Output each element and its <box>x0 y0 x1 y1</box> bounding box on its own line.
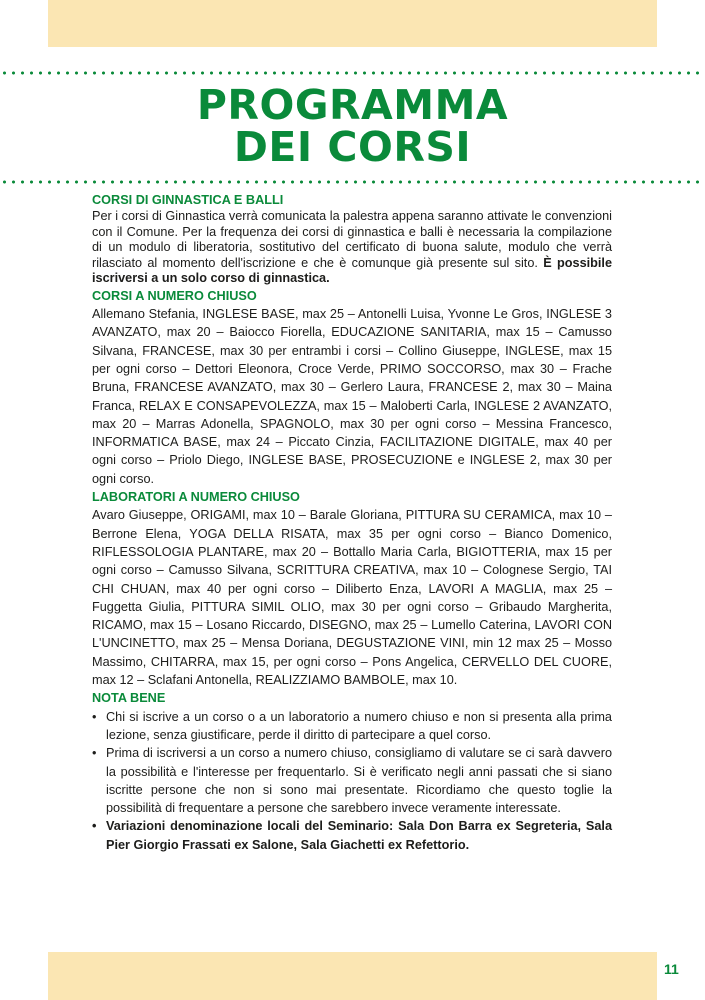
section-heading: LABORATORI A NUMERO CHIUSO <box>92 490 300 505</box>
section-nota-bene <box>92 689 612 854</box>
page-content <box>92 191 612 854</box>
section-ginnastica <box>92 191 612 287</box>
nota-list <box>92 708 612 854</box>
section-laboratori <box>92 488 612 689</box>
ginnastica-bold-note: È possibile iscriversi a un solo corso di ginnastica. <box>92 255 613 286</box>
bottom-color-band <box>48 952 657 1000</box>
dotted-divider-bottom <box>0 180 705 184</box>
section-text: Allemano Stefania, INGLESE BASE, max 25 – Antonelli Luisa, Yvonne Le Gros, INGLESE 3 AVANZATO, max 20 – Baiocco Fiorella, EDUCAZIONE SANITARIA, max 15 – Camusso Silvana, FRANCESE, max 30 per entrambi i corsi – Collino Giuseppe, INGLESE, max 15 per ogni corso – Dettori Eleonora, Croce Verde, PRIMO SOCCORSO, max 30 – Frache Bruna, FRANCESE AVANZATO, max 30 – Gerlero Laura, FRANCESE 2, max 30 – Maina Franca, RELAX E CONSAPEVOLEZZA, max 15 – Maloberti Carla, INGLESE 2 AVANZATO, max 20 – Marras Adonella, SPAGNOLO, max 30 per ogni corso – Messina Francesco, INFORMATICA BASE, max 24 – Piccato Cinzia, FACILITAZIONE DIGITALE, max 40 per ogni corso – Priolo Diego, INGLESE BASE, PROSECUZIONE e INGLESE 2, max 30 per ogni corso. <box>92 307 612 486</box>
list-item: • Chi si iscrive a un corso o a un laboratorio a numero chiuso e non si presenta alla prima lezione, senza giustificare, perde il diritto di partecipare a quel corso. <box>106 708 612 745</box>
title-line-1: PROGRAMMA <box>196 81 509 129</box>
section-heading: CORSI A NUMERO CHIUSO <box>92 288 257 303</box>
ginnastica-text: Per i corsi di Ginnastica verrà comunicata la palestra appena saranno attivate le convenzioni con il Comune. Per la frequenza dei corsi di ginnastica e balli è necessaria la compilazione di un modulo di liberatoria, sostitutivo del certificato di buona salute, modulo che verrà rilasciato al momento dell'iscrizione e che è comunque già presente sul sito. <box>92 209 612 270</box>
section-text: Avaro Giuseppe, ORIGAMI, max 10 – Barale Gloriana, PITTURA SU CERAMICA, max 10 – Berrone Elena, YOGA DELLA RISATA, max 35 per ogni corso – Bianco Domenico, RIFLESSOLOGIA PLANTARE, max 20 – Bottallo Maria Carla, BIGIOTTERIA, max 15 per ogni corso – Camusso Silvana, SCRITTURA CREATIVA, max 10 – Colognese Sergio, TAI CHI CHUAN, max 40 per ogni corso – Diliberto Enza, LAVORI A MAGLIA, max 25 – Fuggetta Giulia, PITTURA SIMIL OLIO, max 30 per ogni corso – Gribaudo Margherita, RICAMO, max 15 – Losano Riccardo, DISEGNO, max 25 – Lumello Caterina, LAVORI CON L'UNCINETTO, max 25 – Mensa Doriana, DEGUSTAZIONE VINI, min 12 max 25 – Mosso Massimo, CHITARRA, max 15, per ogni corso – Pons Angelica, CERVELLO DEL CUORE, max 12 – Sclafani Antonella, REALIZZIAMO BAMBOLE, max 10. <box>92 508 612 688</box>
list-item: • Variazioni denominazione locali del Seminario: Sala Don Barra ex Segreteria, Sala Pier Giorgio Frassati ex Salone, Sala Giachetti ex Refettorio. <box>106 817 612 854</box>
title-line-2: DEI CORSI <box>233 123 472 171</box>
page-title <box>0 81 705 171</box>
section-corsi-chiuso <box>92 287 612 488</box>
dotted-divider-top <box>0 71 705 75</box>
section-text <box>92 209 612 287</box>
section-heading: NOTA BENE <box>92 691 166 706</box>
page-number: 11 <box>664 961 679 977</box>
list-item: • Prima di iscriversi a un corso a numero chiuso, consigliamo di valutare se ci sarà davvero la possibilità e l'interesse per frequentarlo. Si è verificato negli anni passati che si siano iscritte persone che non si sono mai presentate. Ricordiamo che questo toglie la possibilità di frequentare a persone che sarebbero invece veramente interessate. <box>106 744 612 817</box>
section-heading: CORSI DI GINNASTICA E BALLI <box>92 193 284 207</box>
top-color-band <box>48 0 657 47</box>
